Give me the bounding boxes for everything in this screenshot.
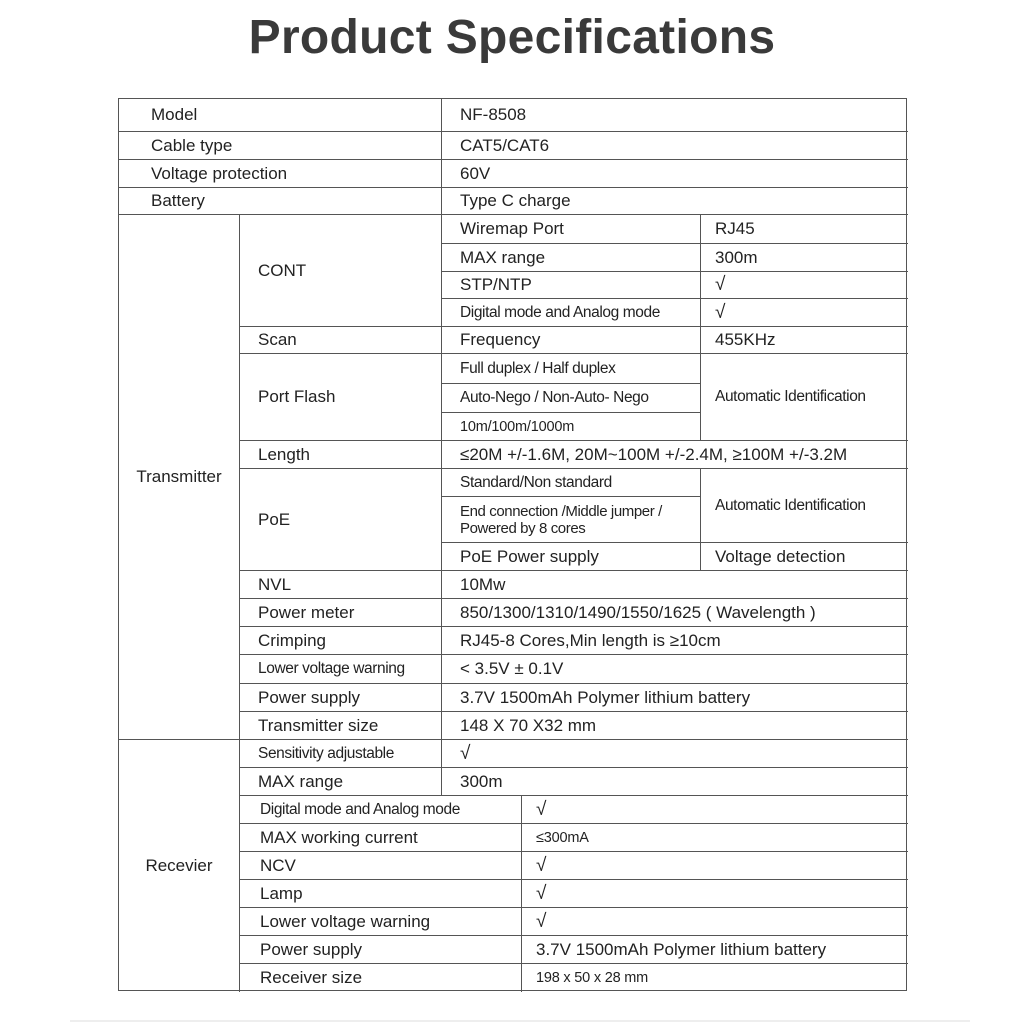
check-icon: √ <box>701 299 908 327</box>
length-value: ≤20M +/-1.6M, 20M~100M +/-2.4M, ≥100M +/-3.2M <box>442 441 908 469</box>
check-icon: √ <box>522 908 908 936</box>
voltage-protection-label: Voltage protection <box>119 160 442 188</box>
cont-row-label: Wiremap Port <box>442 215 701 244</box>
cont-row-value: 300m <box>701 244 908 272</box>
power-supply-value: 3.7V 1500mAh Polymer lithium battery <box>442 684 908 712</box>
cont-row-label: STP/NTP <box>442 272 701 299</box>
transmitter-group-label: Transmitter <box>119 215 240 740</box>
page-title: Product Specifications <box>248 11 776 64</box>
receiver-row-label: Power supply <box>240 936 522 964</box>
cable-type-label: Cable type <box>119 132 442 160</box>
receiver-row-label: NCV <box>240 852 522 880</box>
power-supply-label: Power supply <box>240 684 442 712</box>
battery-label: Battery <box>119 188 442 215</box>
power-meter-label: Power meter <box>240 599 442 627</box>
receiver-group-label: Recevier <box>119 740 240 992</box>
poe-label: PoE <box>240 469 442 571</box>
port-flash-row: Full duplex / Half duplex <box>442 354 701 384</box>
poe-supply-label: PoE Power supply <box>442 543 701 571</box>
port-flash-row: 10m/100m/1000m <box>442 413 701 441</box>
receiver-row-value: 198 x 50 x 28 mm <box>536 970 649 986</box>
port-flash-row: Auto-Nego / Non-Auto- Nego <box>442 384 701 413</box>
transmitter-size-label: Transmitter size <box>240 712 442 740</box>
crimping-value: RJ45-8 Cores,Min length is ≥10cm <box>442 627 908 655</box>
power-meter-value: 850/1300/1310/1490/1550/1625 ( Wavelength ) <box>442 599 908 627</box>
cont-row-label: Digital mode and Analog mode <box>442 299 701 327</box>
scan-label: Scan <box>240 327 442 354</box>
crimping-label: Crimping <box>240 627 442 655</box>
poe-row: Standard/Non standard <box>442 469 701 497</box>
poe-supply-value: Voltage detection <box>701 543 908 571</box>
voltage-protection-value: 60V <box>442 160 908 188</box>
receiver-row-value: 300m <box>442 768 908 796</box>
poe-row: End connection /Middle jumper / Powered by 8 cores <box>442 497 701 543</box>
model-value: NF-8508 <box>442 99 908 132</box>
receiver-row-label: Digital mode and Analog mode <box>240 796 522 824</box>
check-icon: √ <box>522 796 908 824</box>
transmitter-size-value: 148 X 70 X32 mm <box>442 712 908 740</box>
receiver-row-label: Lamp <box>240 880 522 908</box>
model-label: Model <box>119 99 442 132</box>
port-flash-value: Automatic Identification <box>701 354 908 441</box>
receiver-row-value: 3.7V 1500mAh Polymer lithium battery <box>522 936 908 964</box>
cable-type-value: CAT5/CAT6 <box>442 132 908 160</box>
check-icon: √ <box>522 852 908 880</box>
receiver-row-label: MAX range <box>240 768 442 796</box>
poe-value: Automatic Identification <box>701 469 908 543</box>
receiver-row-value: ≤300mA <box>522 824 908 852</box>
nvl-value: 10Mw <box>442 571 908 599</box>
lower-voltage-value: < 3.5V ± 0.1V <box>442 655 908 684</box>
cont-row-label: MAX range <box>442 244 701 272</box>
nvl-label: NVL <box>240 571 442 599</box>
receiver-row-label: Sensitivity adjustable <box>240 740 442 768</box>
length-label: Length <box>240 441 442 469</box>
check-icon: √ <box>522 880 908 908</box>
receiver-row-label: MAX working current <box>240 824 522 852</box>
cont-row-value: RJ45 <box>701 215 908 244</box>
spec-table <box>118 98 907 991</box>
cont-label: CONT <box>240 215 442 327</box>
scan-frequency-label: Frequency <box>442 327 701 354</box>
scan-frequency-value: 455KHz <box>701 327 908 354</box>
footer-divider <box>70 1020 970 1022</box>
check-icon: √ <box>442 740 908 768</box>
check-icon: √ <box>701 272 908 299</box>
receiver-row-label: Receiver size <box>240 964 522 992</box>
receiver-row-label: Lower voltage warning <box>240 908 522 936</box>
lower-voltage-label: Lower voltage warning <box>240 655 442 684</box>
battery-value: Type C charge <box>442 188 908 215</box>
port-flash-label: Port Flash <box>240 354 442 441</box>
